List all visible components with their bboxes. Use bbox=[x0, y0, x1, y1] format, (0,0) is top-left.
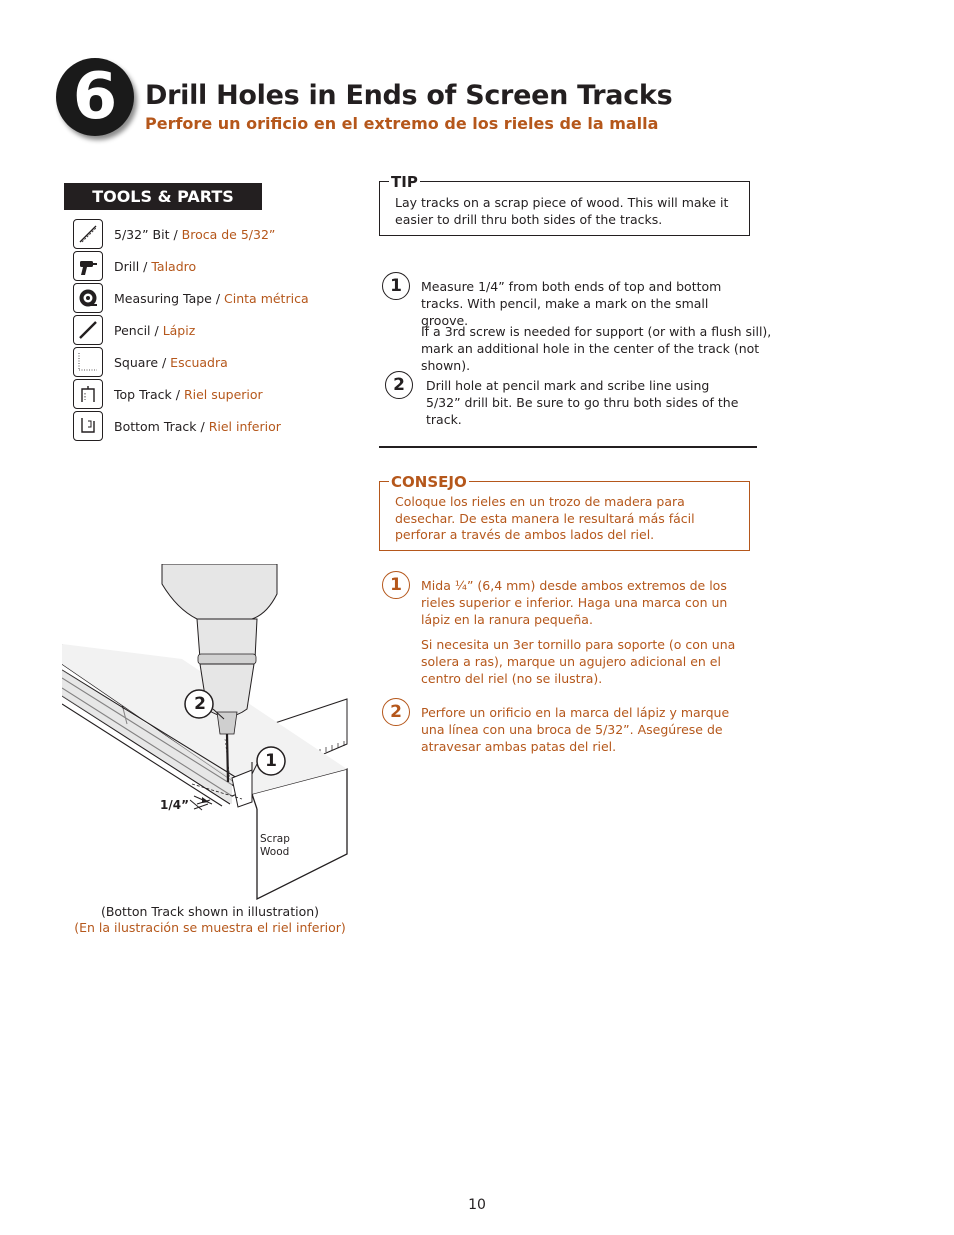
wood-label bbox=[260, 833, 290, 859]
tool-item bbox=[73, 283, 309, 313]
tool-name: Pencil / bbox=[114, 322, 163, 338]
tool-name-es: Cinta métrica bbox=[224, 290, 309, 306]
step-2-number: 2 bbox=[385, 371, 413, 399]
tool-name-es: Lápiz bbox=[162, 322, 196, 338]
wood-label-line1: Scrap bbox=[260, 833, 290, 845]
top-track-icon bbox=[73, 379, 103, 409]
page-number: 10 bbox=[468, 1197, 486, 1213]
tool-name: Bottom Track / bbox=[114, 418, 209, 434]
callout-1: 1 bbox=[265, 751, 277, 771]
drill-illustration bbox=[62, 564, 352, 904]
tool-name-es: Taladro bbox=[151, 258, 197, 274]
paso-1-text: Mida ¼” (6,4 mm) desde ambos extremos de los rieles superior e inferior. Haga una marca con un lápiz en la ranura pequeña. bbox=[421, 578, 728, 627]
illustration-drawing bbox=[62, 564, 352, 904]
caption-es: (En la ilustración se muestra el riel inferior) bbox=[74, 920, 346, 935]
step-1-number: 1 bbox=[382, 272, 410, 300]
section-divider bbox=[379, 446, 757, 448]
tool-name-es: Broca de 5/32” bbox=[181, 226, 276, 242]
tools-heading: TOOLS & PARTS bbox=[64, 183, 262, 210]
tool-item bbox=[73, 411, 281, 441]
tool-item bbox=[73, 219, 275, 249]
dimension-label: 1/4” bbox=[160, 798, 189, 812]
step-2-text: Drill hole at pencil mark and scribe line using 5/32” drill bit. Be sure to go thru both sides of the track. bbox=[426, 378, 739, 427]
step-1-note: If a 3rd screw is needed for support (or with a flush sill), mark an additional hole in the center of the track (not shown). bbox=[421, 324, 772, 373]
page-title: Drill Holes in Ends of Screen Tracks bbox=[145, 80, 673, 111]
caption-en: (Botton Track shown in illustration) bbox=[100, 904, 320, 919]
drill-icon bbox=[73, 251, 103, 281]
callout-2: 2 bbox=[194, 694, 206, 714]
tip-label: TIP bbox=[391, 173, 418, 191]
consejo-text: Coloque los rieles en un trozo de madera para desechar. De esta manera le resultará más fácil perforar a través de ambos lados del riel. bbox=[395, 494, 695, 542]
tool-item bbox=[73, 347, 228, 377]
paso-1-number: 1 bbox=[382, 571, 410, 599]
tool-name: Square / bbox=[114, 354, 171, 370]
tool-name-es: Riel superior bbox=[183, 386, 263, 402]
tip-text: Lay tracks on a scrap piece of wood. This will make it easier to drill thru both sides of the tracks. bbox=[395, 195, 729, 227]
page-subtitle: Perfore un orificio en el extremo de los rieles de la malla bbox=[145, 114, 659, 133]
consejo-label: CONSEJO bbox=[391, 473, 467, 491]
wood-label-line2: Wood bbox=[260, 846, 290, 858]
tool-name: Drill / bbox=[114, 258, 152, 274]
tool-item bbox=[73, 379, 263, 409]
paso-1-note: Si necesita un 3er tornillo para soporte (o con una solera a ras), marque un agujero adicional en el centro del riel (no se ilustra). bbox=[421, 637, 736, 686]
tool-name: Measuring Tape / bbox=[114, 290, 225, 306]
paso-2-text: Perfore un orificio en la marca del lápiz y marque una línea con una broca de 5/32”. Asegúrese de atravesar ambas patas del riel. bbox=[421, 705, 730, 754]
pencil-icon bbox=[73, 315, 103, 345]
tool-item bbox=[73, 315, 195, 345]
square-icon bbox=[73, 347, 103, 377]
step-1-text: Measure 1/4” from both ends of top and bottom tracks. With pencil, make a mark on the small groove. bbox=[421, 279, 722, 328]
bottom-track-icon bbox=[73, 411, 103, 441]
step-number-badge: 6 bbox=[56, 58, 134, 136]
paso-2-number: 2 bbox=[382, 698, 410, 726]
tool-item bbox=[73, 251, 196, 281]
tool-name-es: Riel inferior bbox=[208, 418, 281, 434]
measuring-tape-icon bbox=[73, 283, 103, 313]
tool-name-es: Escuadra bbox=[170, 354, 228, 370]
tool-name: 5/32” Bit / bbox=[114, 226, 182, 242]
bit-icon bbox=[73, 219, 103, 249]
tool-name: Top Track / bbox=[114, 386, 184, 402]
